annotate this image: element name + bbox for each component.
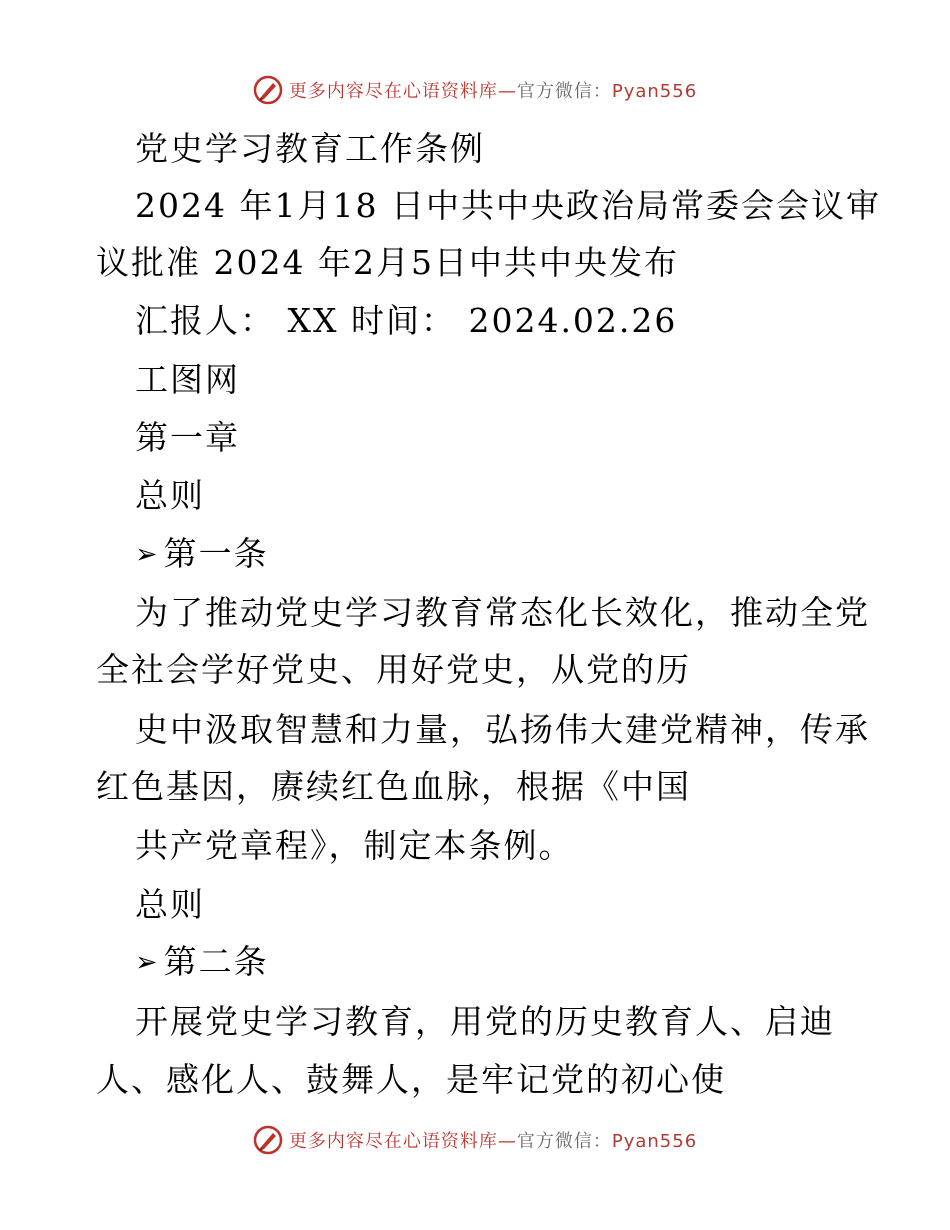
- chapter-heading: 第一章: [135, 418, 240, 457]
- arrow-bullet-icon: ➢: [135, 539, 160, 570]
- banner-text: [289, 1127, 697, 1153]
- article-1-text-line: 红色基因，赓续红色血脉，根据《中国: [96, 767, 691, 806]
- banner-main: 更多内容尽在心语资料库: [288, 81, 498, 102]
- banner-id: Pyan556: [611, 81, 698, 102]
- footer-banner: [0, 1120, 950, 1160]
- header-banner: [0, 70, 950, 110]
- banner-text: [289, 77, 697, 103]
- banner-suffix: 官方微信：: [516, 1131, 612, 1152]
- chapter-name-repeat: 总则: [135, 885, 205, 924]
- article-1-text-line: 共产党章程》，制定本条例。: [135, 826, 574, 865]
- banner-suffix: 官方微信：: [516, 81, 612, 102]
- chapter-name: 总则: [135, 476, 205, 515]
- article-1-heading: [135, 534, 269, 575]
- document-title: 党史学习教育工作条例: [135, 129, 485, 168]
- approval-line-2: 议批准 2024 年2月5日中共中央发布: [96, 243, 679, 282]
- banner-main: 更多内容尽在心语资料库: [288, 1131, 498, 1152]
- reporter-line: 汇报人： XX 时间： 2024.02.26: [135, 301, 678, 340]
- site-name: 工图网: [135, 360, 240, 399]
- arrow-bullet-icon: ➢: [135, 947, 160, 978]
- pen-logo-icon: [253, 75, 283, 105]
- article-2-text-line: 开展党史学习教育，用党的历史教育人、启迪: [135, 1002, 835, 1041]
- article-1-text-line: 为了推动党史学习教育常态化长效化，推动全党: [135, 593, 870, 632]
- article-1-text-line: 史中汲取智慧和力量，弘扬伟大建党精神，传承: [135, 710, 870, 749]
- banner-dash: —: [497, 81, 517, 102]
- banner-dash: —: [497, 1131, 517, 1152]
- article-2-text-line: 人、感化人、鼓舞人，是牢记党的初心使: [96, 1060, 726, 1099]
- banner-id: Pyan556: [611, 1131, 698, 1152]
- article-2-label: 第二条: [163, 942, 269, 981]
- article-1-label: 第一条: [163, 534, 269, 573]
- article-1-text-line: 全社会学好党史、用好党史，从党的历: [96, 650, 691, 689]
- pen-logo-icon: [253, 1125, 283, 1155]
- approval-line-1: 2024 年1月18 日中共中央政治局常委会会议审: [135, 186, 881, 225]
- article-2-heading: [135, 942, 269, 983]
